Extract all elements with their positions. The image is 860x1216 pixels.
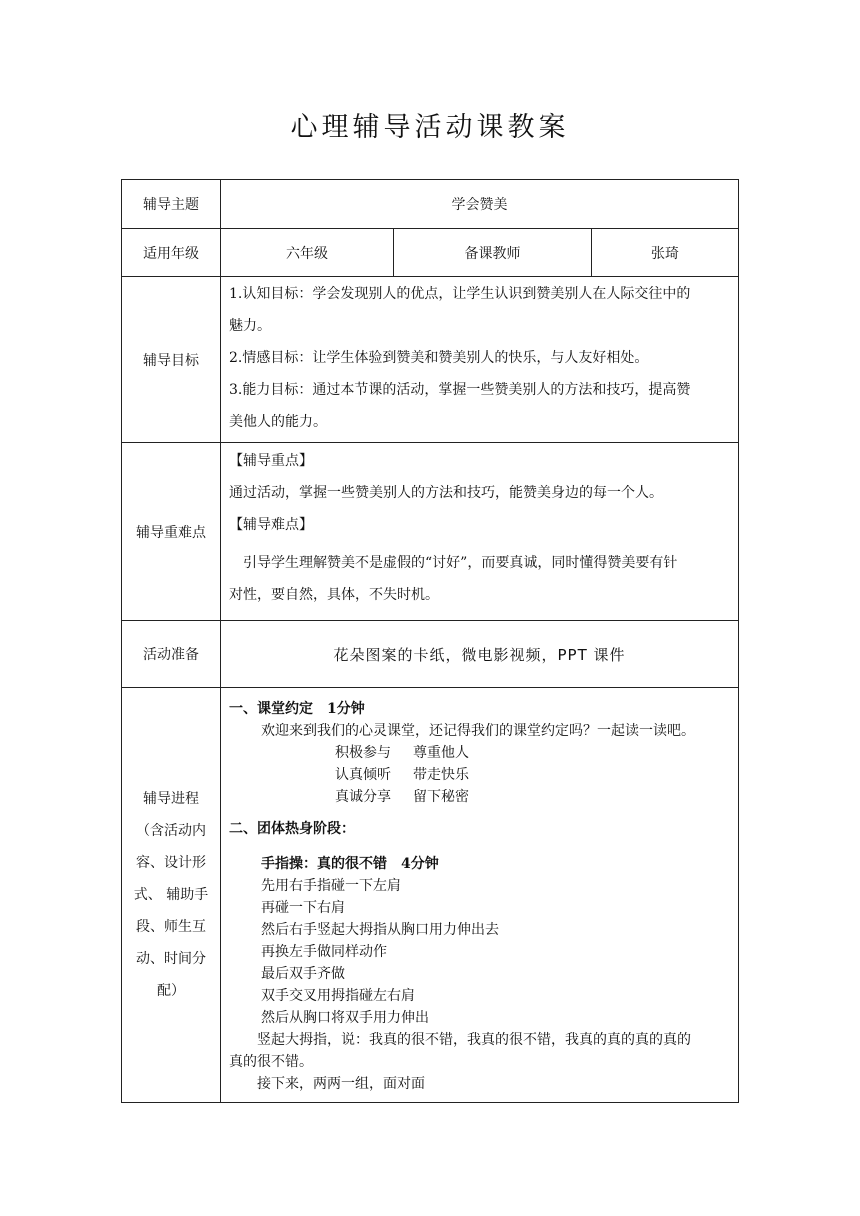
row-theme [122, 180, 739, 229]
section-1-intro: 欢迎来到我们的心灵课堂，还记得我们的课堂约定吗？一起读一读吧。 [261, 723, 695, 739]
key-text: 通过活动，掌握一些赞美别人的方法和技巧，能赞美身边的每一个人。 [229, 485, 663, 501]
step: 再碰一下右肩 [261, 900, 345, 916]
process-label-line: 式、 辅助手 [133, 887, 209, 903]
goals-line: 2.情感目标：让学生体验到赞美和赞美别人的快乐，与人友好相处。 [229, 350, 649, 366]
goals-line: 1.认知目标：学会发现别人的优点，让学生认识到赞美别人在人际交往中的 [229, 286, 691, 302]
process-content [221, 688, 739, 1103]
prep-label: 活动准备 [122, 621, 221, 688]
row-goals [122, 277, 739, 443]
prep-value: 花朵图案的卡纸，微电影视频，PPT 课件 [221, 621, 739, 688]
lesson-plan-table [121, 179, 739, 1103]
step: 先用右手指碰一下左肩 [261, 878, 401, 894]
step: 然后右手竖起大拇指从胸口用力伸出去 [261, 922, 499, 938]
rule-row [229, 742, 730, 764]
section-2-heading: 二、团体热身阶段： [229, 821, 355, 837]
goals-line: 美他人的能力。 [229, 414, 327, 430]
difficulty-text-1: 引导学生理解赞美不是虚假的“讨好”，而要真诚，同时懂得赞美要有针 [243, 555, 678, 571]
grade-label: 适用年级 [122, 229, 221, 277]
goals-content [221, 277, 739, 443]
step: 再换左手做同样动作 [261, 944, 387, 960]
goals-line: 3.能力目标：通过本节课的活动，掌握一些赞美别人的方法和技巧，提高赞 [229, 382, 691, 398]
process-label-line: 容、设计形 [136, 855, 206, 871]
goals-label: 辅导目标 [122, 277, 221, 443]
difficulty-heading: 【辅导难点】 [229, 517, 313, 533]
rule: 真诚分享 [335, 789, 391, 805]
teacher-value: 张琦 [592, 229, 739, 277]
process-label-line: 配） [157, 983, 185, 999]
process-label [122, 688, 221, 1103]
document-title: 心理辅导活动课教案 [290, 112, 570, 143]
rule: 带走快乐 [413, 767, 469, 783]
key-label: 辅导重难点 [122, 443, 221, 621]
rule: 积极参与 [335, 745, 391, 761]
row-grade [122, 229, 739, 277]
rule: 留下秘密 [413, 789, 469, 805]
rule-row [229, 764, 730, 786]
step: 然后从胸口将双手用力伸出 [261, 1010, 429, 1026]
key-heading: 【辅导重点】 [229, 453, 313, 469]
process-label-line: 段、师生互 [136, 919, 206, 935]
step: 双手交叉用拇指碰左右肩 [261, 988, 415, 1004]
rule: 尊重他人 [413, 745, 469, 761]
goals-line: 魅力。 [229, 318, 271, 334]
difficulty-text-2: 对性，要自然，具体，不失时机。 [229, 587, 439, 603]
closing-line-3: 接下来，两两一组，面对面 [257, 1076, 425, 1092]
rule: 认真倾听 [335, 767, 391, 783]
row-key-difficult [122, 443, 739, 621]
row-process [122, 688, 739, 1103]
rule-row [229, 786, 730, 808]
teacher-label: 备课教师 [394, 229, 592, 277]
closing-line-1: 竖起大拇指，说：我真的很不错，我真的很不错，我真的真的真的真的 [257, 1032, 691, 1048]
process-label-line: 动、时间分 [136, 951, 206, 967]
process-label-line: 辅导进程 [143, 791, 199, 807]
theme-label: 辅导主题 [122, 180, 221, 229]
theme-value: 学会赞美 [221, 180, 739, 229]
step: 最后双手齐做 [261, 966, 345, 982]
grade-value: 六年级 [221, 229, 394, 277]
closing-line-2: 真的很不错。 [229, 1054, 313, 1070]
process-label-line: （含活动内 [136, 823, 206, 839]
section-1-heading: 一、课堂约定 1分钟 [229, 701, 365, 717]
row-prep [122, 621, 739, 688]
section-2-subheading: 手指操：真的很不错 4分钟 [261, 856, 439, 872]
key-content [221, 443, 739, 621]
